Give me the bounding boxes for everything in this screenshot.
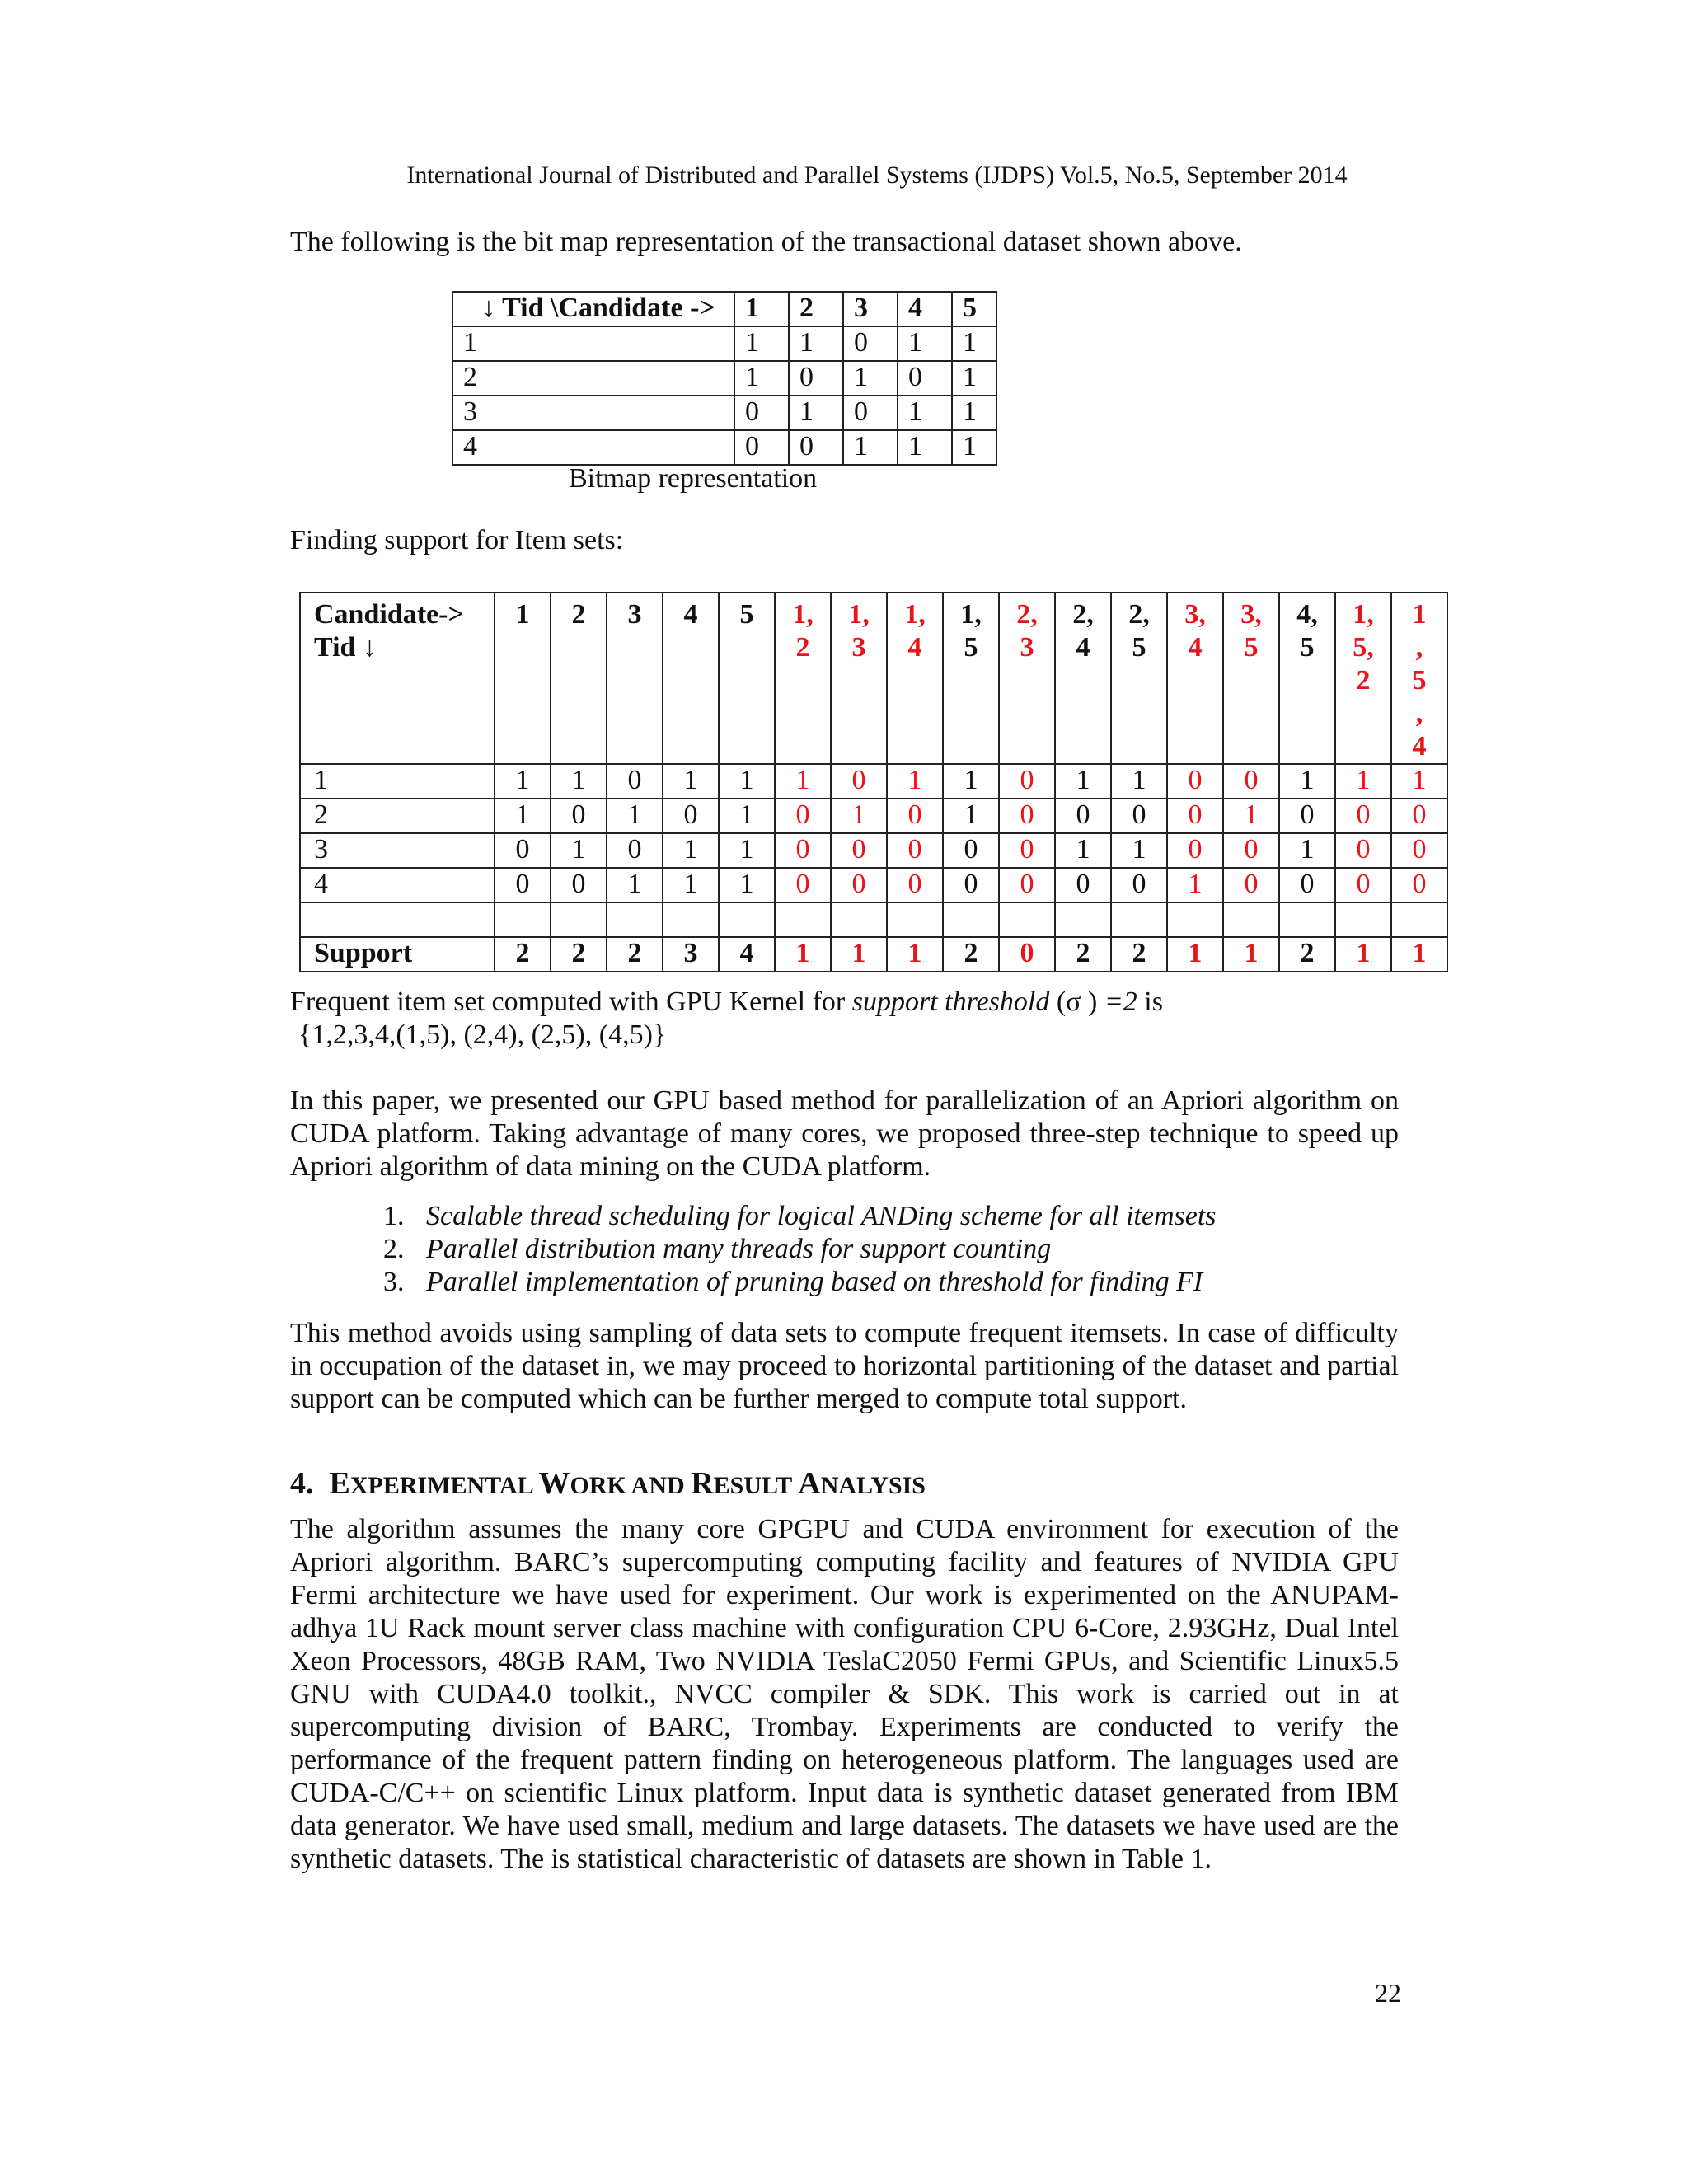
support-value-cell: 1 <box>663 764 719 799</box>
support-value-cell: 0 <box>663 799 719 833</box>
support-tid-cell: 4 <box>300 868 495 902</box>
support-value-cell: 1 <box>1055 833 1111 868</box>
bitmap-table <box>452 291 997 466</box>
bitmap-value-cell: 1 <box>843 430 898 465</box>
blank-cell <box>1055 902 1111 937</box>
support-value-cell: 0 <box>1167 833 1223 868</box>
support-corner-cell <box>300 593 495 764</box>
section-number: 4. <box>290 1466 314 1501</box>
support-value-cell: 1 <box>943 799 999 833</box>
support-value-cell: 1 <box>1223 799 1279 833</box>
candidate-header-cell: 1 , 5 , 4 <box>1391 593 1447 764</box>
bitmap-tid-cell: 4 <box>452 430 734 465</box>
support-value-cell: 0 <box>999 799 1055 833</box>
candidate-header-cell: 1, 5 <box>943 593 999 764</box>
blank-cell <box>663 902 719 937</box>
blank-cell <box>1167 902 1223 937</box>
support-value-cell: 1 <box>1167 868 1223 902</box>
bitmap-value-cell: 0 <box>734 396 789 430</box>
support-value-cell: 1 <box>1279 833 1335 868</box>
candidate-header-cell: 1, 5, 2 <box>1335 593 1391 764</box>
step-text: Parallel distribution many threads for support counting <box>426 1234 1052 1264</box>
support-value-cell: 0 <box>1167 764 1223 799</box>
bitmap-value-cell: 1 <box>843 361 898 396</box>
support-value-cell: 1 <box>775 764 831 799</box>
support-value-cell: 0 <box>775 833 831 868</box>
candidate-header-cell: 2, 5 <box>1111 593 1167 764</box>
support-value-cell: 0 <box>999 833 1055 868</box>
bitmap-value-cell: 1 <box>952 361 996 396</box>
page-number: 22 <box>1375 1978 1401 2008</box>
section-title-part: ESULT <box>713 1472 799 1499</box>
step-text: Scalable thread scheduling for logical ANDing scheme for all itemsets <box>426 1201 1217 1231</box>
candidate-header-cell: 1 <box>495 593 551 764</box>
support-value-cell: 1 <box>831 799 887 833</box>
support-total-cell: 2 <box>607 937 663 972</box>
bitmap-caption: Bitmap representation <box>569 463 818 494</box>
blank-cell <box>887 902 943 937</box>
paragraph-avoids: This method avoids using sampling of data sets to compute frequent itemsets. In case of difficulty in occupation of the dataset in, we may proceed to horizontal partitioning of the dataset and partial support can be computed which can be further merged to compute total support. <box>290 1318 1399 1414</box>
bitmap-tid-cell: 1 <box>452 326 734 361</box>
support-value-cell: 0 <box>887 868 943 902</box>
section-title-part: W <box>538 1466 570 1501</box>
bitmap-value-cell: 1 <box>952 430 996 465</box>
bitmap-header-cell: 5 <box>952 292 996 326</box>
candidate-header-cell: 2, 4 <box>1055 593 1111 764</box>
support-total-cell: 2 <box>495 937 551 972</box>
section-title-part: XPERIMENTAL <box>349 1472 539 1499</box>
bitmap-value-cell: 1 <box>898 430 952 465</box>
intro-line: The following is the bit map representation of the transactional dataset shown above. <box>290 227 1242 257</box>
step-text: Parallel implementation of pruning based on threshold for finding FI <box>426 1267 1203 1297</box>
blank-cell <box>495 902 551 937</box>
support-value-cell: 1 <box>551 764 607 799</box>
support-data-row <box>300 799 1447 833</box>
bitmap-value-cell: 0 <box>734 430 789 465</box>
step-number: 3. <box>383 1267 405 1297</box>
threshold-value: =2 <box>1104 987 1137 1017</box>
frequent-set-statement <box>290 986 1399 1019</box>
support-data-row <box>300 764 1447 799</box>
support-value-cell: 1 <box>719 799 775 833</box>
support-value-cell: 0 <box>887 799 943 833</box>
step-number: 1. <box>383 1201 405 1231</box>
support-value-cell: 0 <box>999 868 1055 902</box>
support-total-cell: 1 <box>775 937 831 972</box>
section-title-part: R <box>691 1466 714 1501</box>
bitmap-header-cell: 2 <box>789 292 843 326</box>
blank-cell <box>943 902 999 937</box>
blank-cell <box>1335 902 1391 937</box>
sigma-symbol: (σ ) <box>1049 987 1104 1017</box>
support-value-cell: 0 <box>1223 833 1279 868</box>
section-heading <box>290 1465 926 1502</box>
candidate-header-cell: 3 <box>607 593 663 764</box>
support-value-cell: 1 <box>1391 764 1447 799</box>
blank-cell <box>1223 902 1279 937</box>
bitmap-header-cell: 4 <box>898 292 952 326</box>
support-value-cell: 1 <box>1335 764 1391 799</box>
blank-cell <box>1111 902 1167 937</box>
support-total-cell: 0 <box>999 937 1055 972</box>
bitmap-value-cell: 0 <box>898 361 952 396</box>
support-value-cell: 0 <box>887 833 943 868</box>
bitmap-value-cell: 0 <box>789 430 843 465</box>
support-total-cell: 1 <box>1335 937 1391 972</box>
support-header-row <box>300 593 1447 764</box>
support-value-cell: 0 <box>1335 868 1391 902</box>
bitmap-value-cell: 1 <box>789 326 843 361</box>
support-total-cell: 4 <box>719 937 775 972</box>
blank-cell <box>719 902 775 937</box>
support-value-cell: 0 <box>1335 833 1391 868</box>
support-table <box>299 592 1448 972</box>
bitmap-value-cell: 1 <box>952 396 996 430</box>
candidate-header-cell: 1, 4 <box>887 593 943 764</box>
bitmap-header-cell: 1 <box>734 292 789 326</box>
blank-cell <box>831 902 887 937</box>
bitmap-row <box>452 396 996 430</box>
support-total-cell: 2 <box>551 937 607 972</box>
section-title-part: ORK AND <box>570 1472 692 1499</box>
blank-cell <box>999 902 1055 937</box>
support-value-cell: 1 <box>1279 764 1335 799</box>
finding-support-label: Finding support for Item sets: <box>290 525 624 555</box>
bitmap-value-cell: 1 <box>734 361 789 396</box>
support-total-row <box>300 937 1447 972</box>
blank-cell <box>300 902 495 937</box>
support-value-cell: 0 <box>607 833 663 868</box>
support-threshold-term: support threshold <box>851 987 1050 1017</box>
section-title <box>330 1466 926 1501</box>
support-value-cell: 0 <box>1111 799 1167 833</box>
support-total-cell: 2 <box>1055 937 1111 972</box>
candidate-header-cell: 3, 5 <box>1223 593 1279 764</box>
support-value-cell: 1 <box>663 833 719 868</box>
bitmap-value-cell: 0 <box>843 396 898 430</box>
running-header: International Journal of Distributed and Parallel Systems (IJDPS) Vol.5, No.5, September 2014 <box>406 162 1348 189</box>
candidate-header-cell: 1, 3 <box>831 593 887 764</box>
support-value-cell: 0 <box>551 799 607 833</box>
support-label-cell: Support <box>300 937 495 972</box>
step-number: 2. <box>383 1234 405 1264</box>
support-value-cell: 1 <box>551 833 607 868</box>
support-value-cell: 1 <box>719 833 775 868</box>
support-value-cell: 1 <box>887 764 943 799</box>
support-total-cell: 1 <box>887 937 943 972</box>
support-value-cell: 0 <box>1167 799 1223 833</box>
support-value-cell: 0 <box>1223 764 1279 799</box>
bitmap-tid-cell: 2 <box>452 361 734 396</box>
support-total-cell: 3 <box>663 937 719 972</box>
support-value-cell: 0 <box>1391 868 1447 902</box>
support-value-cell: 0 <box>1391 833 1447 868</box>
support-value-cell: 0 <box>495 833 551 868</box>
candidate-header-cell: 1, 2 <box>775 593 831 764</box>
support-tid-cell: 2 <box>300 799 495 833</box>
support-value-cell: 1 <box>719 868 775 902</box>
support-value-cell: 1 <box>1111 833 1167 868</box>
support-value-cell: 0 <box>551 868 607 902</box>
support-blank-row <box>300 902 1447 937</box>
support-value-cell: 0 <box>831 833 887 868</box>
corner-candidate-label: Candidate-> <box>314 599 464 630</box>
blank-cell <box>551 902 607 937</box>
support-total-cell: 1 <box>1167 937 1223 972</box>
support-value-cell: 0 <box>1279 799 1335 833</box>
blank-cell <box>775 902 831 937</box>
support-total-cell: 2 <box>1111 937 1167 972</box>
paragraph-method: In this paper, we presented our GPU based method for parallelization of an Apriori algorithm on CUDA platform. Taking advantage of many cores, we proposed three-step technique to speed up Apriori algorithm of data mining on the CUDA platform. <box>290 1085 1399 1182</box>
candidate-header-cell: 2, 3 <box>999 593 1055 764</box>
step-item <box>383 1200 1217 1233</box>
support-data-row <box>300 868 1447 902</box>
step-item <box>383 1233 1217 1266</box>
support-value-cell: 0 <box>1335 799 1391 833</box>
support-value-cell: 0 <box>1223 868 1279 902</box>
paragraph-experimental: The algorithm assumes the many core GPGPU and CUDA environment for execution of the Apriori algorithm. BARC’s supercomputing computing facility and features of NVIDIA GPU Fermi architecture we have used for experiment. Our work is experimented on the ANUPAM-adhya 1U Rack mount server class machine with configuration CPU 6-Core, 2.93GHz, Dual Intel Xeon Processors, 48GB RAM, Two NVIDIA TeslaC2050 Fermi GPUs, and Scientific Linux5.5 GNU with CUDA4.0 toolkit., NVCC compiler & SDK. This work is carried out in at supercomputing division of BARC, Trombay. Experiments are conducted to verify the performance of the frequent pattern finding on heterogeneous platform. The languages used are CUDA-C/C++ on scientific Linux platform. Input data is synthetic dataset generated from IBM data generator. We have used small, medium and large datasets. The datasets we have used are the synthetic datasets. The is statistical characteristic of datasets are shown in Table 1. <box>290 1514 1399 1874</box>
corner-tid-label: Tid ↓ <box>314 632 377 663</box>
bitmap-tid-cell: 3 <box>452 396 734 430</box>
support-value-cell: 0 <box>495 868 551 902</box>
section-title-part: E <box>329 1466 350 1501</box>
support-total-cell: 2 <box>943 937 999 972</box>
bitmap-row <box>452 326 996 361</box>
bitmap-value-cell: 1 <box>898 326 952 361</box>
support-value-cell: 0 <box>775 799 831 833</box>
support-value-cell: 0 <box>1391 799 1447 833</box>
candidate-header-cell: 5 <box>719 593 775 764</box>
candidate-header-cell: 2 <box>551 593 607 764</box>
support-value-cell: 0 <box>1111 868 1167 902</box>
support-value-cell: 0 <box>831 764 887 799</box>
bitmap-value-cell: 0 <box>843 326 898 361</box>
support-tid-cell: 3 <box>300 833 495 868</box>
frequent-set-suffix: is <box>1137 987 1163 1017</box>
support-value-cell: 0 <box>831 868 887 902</box>
bitmap-header-cell: ↓ Tid \Candidate -> <box>452 292 734 326</box>
support-value-cell: 0 <box>943 833 999 868</box>
support-value-cell: 0 <box>1055 799 1111 833</box>
support-tid-cell: 1 <box>300 764 495 799</box>
support-total-cell: 1 <box>1391 937 1447 972</box>
support-value-cell: 0 <box>1279 868 1335 902</box>
support-value-cell: 0 <box>607 764 663 799</box>
candidate-header-cell: 4 <box>663 593 719 764</box>
support-value-cell: 1 <box>663 868 719 902</box>
bitmap-value-cell: 1 <box>898 396 952 430</box>
support-value-cell: 1 <box>495 764 551 799</box>
blank-cell <box>1391 902 1447 937</box>
support-total-cell: 2 <box>1279 937 1335 972</box>
section-title-part: NALYSIS <box>820 1472 926 1499</box>
frequent-set-prefix: Frequent item set computed with GPU Kernel for <box>290 987 852 1017</box>
candidate-header-cell: 4, 5 <box>1279 593 1335 764</box>
bitmap-header-row <box>452 292 996 326</box>
bitmap-value-cell: 1 <box>734 326 789 361</box>
bitmap-value-cell: 1 <box>952 326 996 361</box>
support-value-cell: 1 <box>719 764 775 799</box>
support-value-cell: 0 <box>999 764 1055 799</box>
support-value-cell: 1 <box>607 868 663 902</box>
bitmap-value-cell: 0 <box>789 361 843 396</box>
support-total-cell: 1 <box>1223 937 1279 972</box>
bitmap-header-cell: 3 <box>843 292 898 326</box>
frequent-set-result: {1,2,3,4,(1,5), (2,4), (2,5), (4,5)} <box>298 1019 667 1050</box>
support-value-cell: 0 <box>943 868 999 902</box>
blank-cell <box>607 902 663 937</box>
support-value-cell: 1 <box>495 799 551 833</box>
support-value-cell: 1 <box>1055 764 1111 799</box>
steps-list <box>383 1200 1217 1299</box>
support-value-cell: 0 <box>775 868 831 902</box>
support-value-cell: 1 <box>607 799 663 833</box>
support-value-cell: 1 <box>1111 764 1167 799</box>
candidate-header-cell: 3, 4 <box>1167 593 1223 764</box>
section-title-part: A <box>798 1466 821 1501</box>
support-data-row <box>300 833 1447 868</box>
blank-cell <box>1279 902 1335 937</box>
support-total-cell: 1 <box>831 937 887 972</box>
bitmap-row <box>452 361 996 396</box>
support-value-cell: 1 <box>943 764 999 799</box>
bitmap-row <box>452 430 996 465</box>
support-value-cell: 0 <box>1055 868 1111 902</box>
bitmap-value-cell: 1 <box>789 396 843 430</box>
step-item <box>383 1266 1217 1299</box>
